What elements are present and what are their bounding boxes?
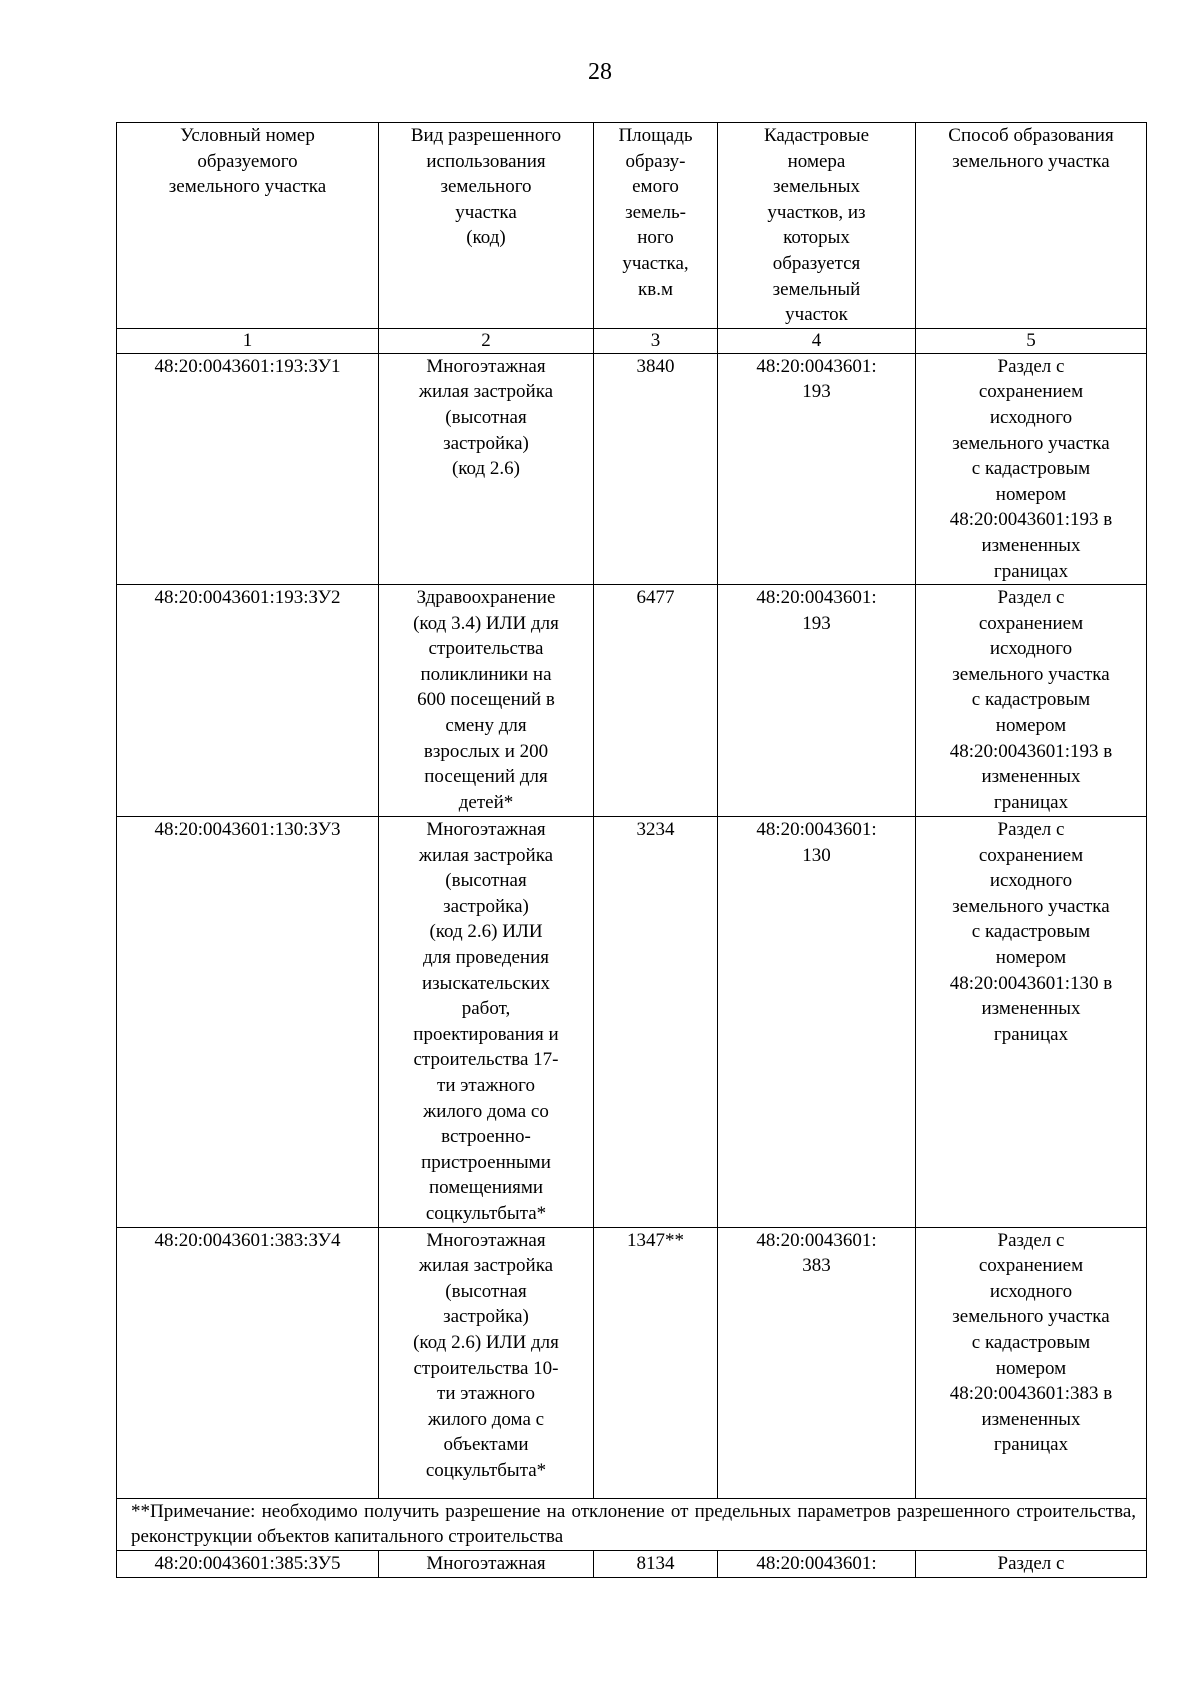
column-number: 3 [594,328,718,353]
plot-number-cell: 48:20:0043601:130:ЗУ3 [117,817,379,1228]
plot-number-cell: 48:20:0043601:383:ЗУ4 [117,1227,379,1498]
header-cadastral-numbers: Кадастровые номера земельных участков, из которых образуется земельный участок [718,123,916,329]
area-cell: 8134 [594,1550,718,1577]
column-number: 5 [916,328,1147,353]
table-row [117,1227,1147,1498]
permitted-use-cell: Многоэтажная [379,1550,594,1577]
header-permitted-use: Вид разрешенного использования земельного участка (код) [379,123,594,329]
column-number: 4 [718,328,916,353]
formation-method-cell: Раздел с [916,1550,1147,1577]
formation-method-cell: Раздел с сохранением исходного земельного участка с кадастровым номером 48:20:0043601:383 в измененных границах [916,1227,1147,1498]
plot-number-cell: 48:20:0043601:385:ЗУ5 [117,1550,379,1577]
header-area: Площадь образу- емого земель- ного участка, кв.м [594,123,718,329]
column-number: 1 [117,328,379,353]
plot-number-cell: 48:20:0043601:193:ЗУ1 [117,353,379,584]
area-cell: 6477 [594,585,718,817]
formation-method-cell: Раздел с сохранением исходного земельного участка с кадастровым номером 48:20:0043601:130 в измененных границах [916,817,1147,1228]
cadastral-cell: 48:20:0043601: 193 [718,585,916,817]
table-row [117,585,1147,817]
note-row [117,1498,1147,1550]
area-cell: 3840 [594,353,718,584]
cadastral-cell: 48:20:0043601: 383 [718,1227,916,1498]
column-number-row [117,328,1147,353]
area-cell: 1347** [594,1227,718,1498]
table-header-row [117,123,1147,329]
permitted-use-cell: Многоэтажная жилая застройка (высотная застройка) (код 2.6) [379,353,594,584]
cadastral-cell: 48:20:0043601: [718,1550,916,1577]
permitted-use-cell: Многоэтажная жилая застройка (высотная застройка) (код 2.6) ИЛИ для проведения изыскательских работ, проектирования и строительства 17- ти этажного жилого дома со встроенно- пристроенными помещениями соцкультбыта* [379,817,594,1228]
column-number: 2 [379,328,594,353]
table-row [117,817,1147,1228]
area-cell: 3234 [594,817,718,1228]
permitted-use-cell: Многоэтажная жилая застройка (высотная застройка) (код 2.6) ИЛИ для строительства 10- ти этажного жилого дома с объектами соцкультбыта* [379,1227,594,1498]
formation-method-cell: Раздел с сохранением исходного земельного участка с кадастровым номером 48:20:0043601:193 в измененных границах [916,585,1147,817]
footnote-text: **Примечание: необходимо получить разрешение на отклонение от предельных параметров разрешенного строительства, реконструкции объектов капитального строительства [117,1498,1147,1550]
formation-method-cell: Раздел с сохранением исходного земельного участка с кадастровым номером 48:20:0043601:193 в измененных границах [916,353,1147,584]
table-row [117,1550,1147,1577]
header-plot-number: Условный номер образуемого земельного участка [117,123,379,329]
land-plots-table [116,122,1147,1578]
cadastral-cell: 48:20:0043601: 130 [718,817,916,1228]
permitted-use-cell: Здравоохранение (код 3.4) ИЛИ для строительства поликлиники на 600 посещений в смену для взрослых и 200 посещений для детей* [379,585,594,817]
page-number: 28 [588,59,612,85]
table-row [117,353,1147,584]
plot-number-cell: 48:20:0043601:193:ЗУ2 [117,585,379,817]
header-formation-method: Способ образования земельного участка [916,123,1147,329]
cadastral-cell: 48:20:0043601: 193 [718,353,916,584]
